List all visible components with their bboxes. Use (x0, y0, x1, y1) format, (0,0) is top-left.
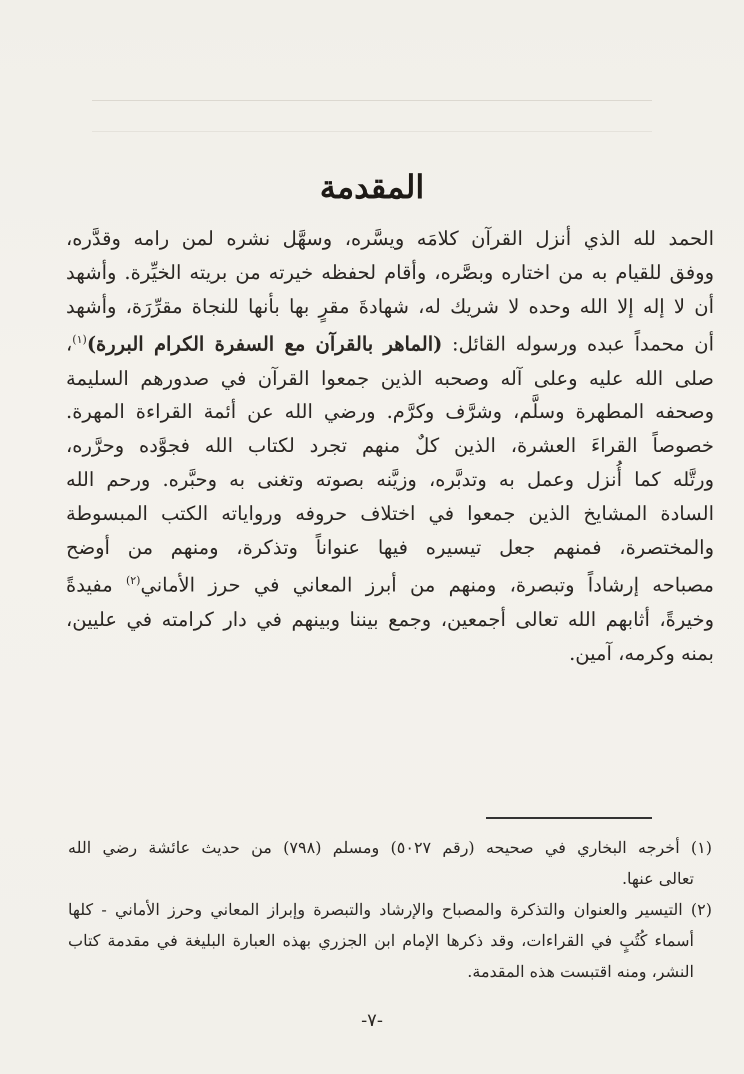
hadith-quote: (الماهر بالقرآن مع السفرة الكرام البررة) (86, 332, 443, 356)
footnote-line: (١) أخرجه البخاري في صحيحه (رقم ٥٠٢٧) ومسلم (٧٩٨) من حديث عائشة رضي الله (68, 838, 713, 857)
page-title: المقدمة (319, 168, 425, 206)
text-line: السادة المشايخ الذين جمعوا في اختلاف حروفه ورواياته الكتب المبسوطة (66, 501, 714, 525)
show-through-line (92, 131, 652, 132)
text-line: بمنه وكرمه، آمين. (569, 641, 714, 665)
footnote-line: أسماء كُتُبٍ في القراءات، وقد ذكرها الإمام ابن الجزري بهذه العبارة البليغة في مقدمة كتاب (68, 931, 694, 950)
page-number: -٧- (361, 1010, 383, 1031)
text-line: أن لا إله إلا الله وحده لا شريك له، شهادةَ مقرٍ بها بأنها للنجاة مقرِّرَة، وأشهد (66, 294, 714, 318)
text-line (66, 564, 714, 602)
text-segment: مفيدةً (66, 573, 126, 597)
text-segment: مصباحه إرشاداً وتبصرة، ومنهم من أبرز المعاني في حرز الأماني (140, 573, 714, 597)
footnote-line: النشر، ومنه اقتبست هذه المقدمة. (467, 962, 694, 981)
text-line: والمختصرة، فمنهم جعل تيسيره فيها عنواناً وتذكرة، ومنهم من أوضح (66, 535, 714, 559)
punctuation: ، (66, 332, 73, 356)
footnotes (68, 832, 712, 987)
text-line: خصوصاً القراءَ العشرة، الذين كلٌ منهم تجرد لكتاب الله فجوَّده وحرَّره، (66, 434, 714, 458)
text-line: وخيرةً، أثابهم الله تعالى أجمعين، وجمع بيننا وبينهم في دار كرامته في عليين، (66, 607, 714, 631)
text-line: الحمد لله الذي أنزل القرآن كلامَه ويسَّره، وسهَّل نشره لمن رامه وقدَّره، (66, 227, 714, 250)
text-segment: أن محمداً عبده ورسوله القائل: (442, 332, 715, 356)
footnote-line: تعالى عنها. (621, 869, 694, 888)
text-line (66, 323, 714, 361)
text-line: صلى الله عليه وعلى آله وصحبه الذين جمعوا القرآن في صدورهم السليمة (66, 366, 714, 390)
text-line: وصحفه المطهرة وسلَّم، وشرَّف وكرَّم. ورضي الله عن أئمة القراءة المهرة. (66, 400, 714, 424)
footnote-ref: (٢) (125, 574, 141, 588)
footnote-ref: (١) (72, 333, 87, 347)
footnote-separator (486, 817, 652, 819)
text-line: ووفق للقيام به من اختاره وبصَّره، وأقام لحفظه خيرته من بريته الخيِّرة. وأشهد (66, 260, 714, 284)
body-paragraph (66, 222, 714, 670)
show-through-line (92, 100, 652, 101)
footnote-line: (٢) التيسير والعنوان والتذكرة والمصباح والإرشاد والتبصرة وإبراز المعاني وحرز الأماني - كلها (68, 900, 712, 919)
text-line: ورتَّله كما أُنزل وعمل به وتدبَّره، وزيَّنه بصوته وتغنى به وحبَّره. ورحم الله (66, 468, 714, 492)
